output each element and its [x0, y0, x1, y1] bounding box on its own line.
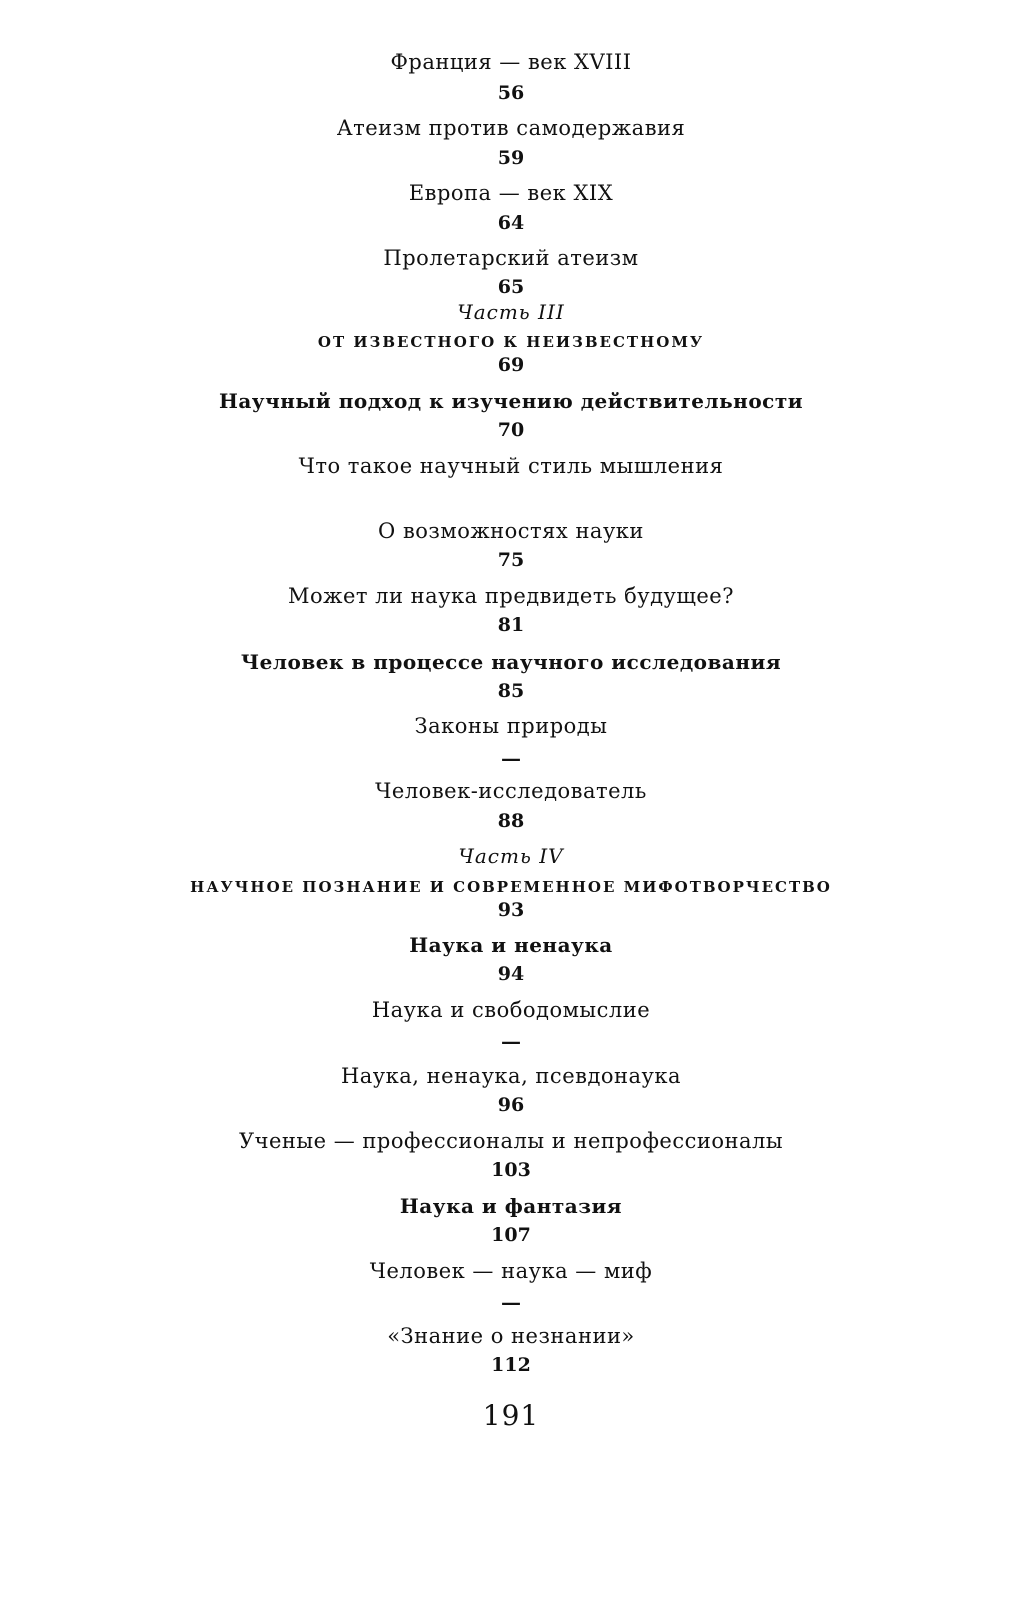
toc-entry-title: О возможностях науки	[378, 519, 644, 543]
toc-entry-page: 70	[497, 419, 525, 441]
toc-entry-title: Наука, ненаука, псевдонаука	[340, 1064, 682, 1088]
toc-entry-title: Человек — наука — миф	[369, 1259, 653, 1283]
toc-entry-title: Человек-исследователь	[375, 779, 647, 803]
toc-entry-title: Ученые — профессионалы и непрофессионалы	[238, 1129, 784, 1153]
toc-entry-dash: —	[501, 1290, 521, 1314]
part-title: НАУЧНОЕ ПОЗНАНИЕ И СОВРЕМЕННОЕ МИФОТВОРЧЕСТВО	[190, 878, 832, 896]
part-label: Часть III	[457, 300, 565, 324]
toc-section-title: Наука и ненаука	[409, 933, 613, 957]
toc-entry-title: Атеизм против самодержавия	[336, 116, 686, 140]
toc-entry-title: Франция — век XVIII	[390, 50, 632, 74]
toc-entry-page: 112	[491, 1354, 531, 1376]
toc-entry-title: Наука и свободомыслие	[371, 998, 651, 1022]
toc-entry-title: Может ли наука предвидеть будущее?	[287, 584, 734, 608]
toc-entry-page: 85	[497, 680, 525, 702]
toc-section-title: Научный подход к изучению действительности	[218, 389, 804, 413]
toc-entry-page: 81	[497, 614, 525, 636]
toc-entry-page: 107	[491, 1224, 531, 1246]
toc-entry-title: Пролетарский атеизм	[383, 246, 639, 270]
toc-entry-title: Европа — век XIX	[408, 181, 614, 205]
toc-entry-title: «Знание о незнании»	[387, 1324, 635, 1348]
toc-entry-page: 59	[497, 147, 525, 169]
part-title: ОТ ИЗВЕСТНОГО К НЕИЗВЕСТНОМУ	[317, 333, 705, 351]
toc-entry-page: 88	[497, 810, 525, 832]
toc-section-title: Наука и фантазия	[399, 1194, 623, 1218]
toc-entry-dash: —	[501, 1029, 521, 1053]
toc-entry-title: Что такое научный стиль мышления	[298, 454, 724, 478]
part-label: Часть IV	[458, 844, 564, 868]
toc-entry-page: 64	[497, 212, 525, 234]
toc-entry-page: 65	[497, 276, 525, 298]
toc-entry-page: 75	[497, 549, 525, 571]
toc-entry-page: 96	[497, 1094, 525, 1116]
page-number: 191	[482, 1399, 540, 1432]
toc-entry-page: 103	[491, 1159, 531, 1181]
toc-entry-title: Законы природы	[414, 714, 608, 738]
toc-entry-page: 69	[497, 354, 525, 376]
toc-entry-page: 94	[497, 963, 525, 985]
toc-entry-page: 56	[497, 82, 525, 104]
toc-entry-dash: —	[501, 746, 521, 770]
toc-entry-page: 93	[497, 899, 525, 921]
toc-section-title: Человек в процессе научного исследования	[240, 650, 782, 674]
